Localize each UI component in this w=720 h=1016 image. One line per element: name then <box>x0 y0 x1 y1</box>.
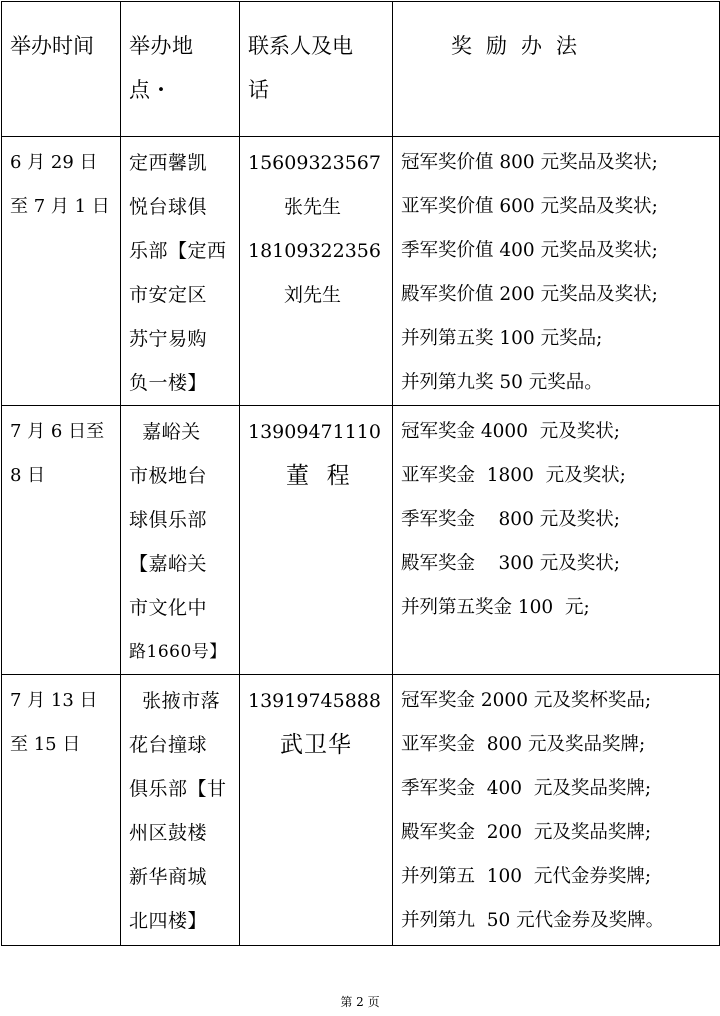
venue-line: 负一楼】 <box>129 372 208 394</box>
time-cell <box>2 137 121 406</box>
reward-line: 亚军奖金 800 元及奖品奖牌; <box>401 734 646 755</box>
time-line: 8 日 <box>10 465 46 486</box>
venue-line: 球俱乐部 <box>129 509 208 531</box>
header-reward: 奖励办法 <box>451 34 591 58</box>
time-cell <box>2 675 121 946</box>
reward-cell <box>393 137 720 406</box>
page-number: 第 2 页 <box>340 995 380 1009</box>
time-cell <box>2 406 121 675</box>
venue-line: 乐部【定西 <box>129 240 227 262</box>
reward-line: 季军奖金 400 元及奖品奖牌; <box>401 778 652 799</box>
venue-line: 市极地台 <box>129 465 208 487</box>
table-row <box>2 675 720 946</box>
venue-line: 【嘉峪关 <box>129 553 208 575</box>
venue-line: 苏宁易购 <box>129 328 208 350</box>
venue-line: 张掖市落 <box>129 690 221 712</box>
header-reward-cell <box>393 2 720 137</box>
contact-name: 张先生 <box>284 196 342 218</box>
reward-line: 并列第九奖 50 元奖品。 <box>401 372 603 393</box>
contact-cell <box>240 406 393 675</box>
reward-line: 冠军奖价值 800 元奖品及奖状; <box>401 152 658 173</box>
header-time-cell <box>2 2 121 137</box>
contact-name: 武卫华 <box>280 732 352 758</box>
reward-line: 亚军奖价值 600 元奖品及奖状; <box>401 196 658 217</box>
contact-cell <box>240 675 393 946</box>
venue-line: 市安定区 <box>129 284 208 306</box>
venue-line: 俱乐部【甘 <box>129 778 227 800</box>
header-row <box>2 2 720 137</box>
venue-line: 定西馨凯 <box>129 152 208 174</box>
reward-line: 亚军奖金 1800 元及奖状; <box>401 465 626 486</box>
contact-phone: 18109322356 <box>248 240 381 262</box>
reward-line: 并列第五奖 100 元奖品; <box>401 328 603 349</box>
venue-line: 路1660号】 <box>129 642 227 662</box>
contact-name: 董 程 <box>286 463 351 489</box>
reward-line: 并列第九 50 元代金券及奖牌。 <box>401 910 665 931</box>
reward-line: 冠军奖金 4000 元及奖状; <box>401 421 620 442</box>
reward-line: 殿军奖价值 200 元奖品及奖状; <box>401 284 658 305</box>
venue-cell <box>121 406 240 675</box>
reward-cell <box>393 675 720 946</box>
contact-phone: 13909471110 <box>248 421 381 443</box>
contact-name: 刘先生 <box>284 284 342 306</box>
reward-line: 并列第五奖金 100 元; <box>401 597 590 618</box>
table-row <box>2 406 720 675</box>
time-line: 至 15 日 <box>10 734 81 755</box>
time-line: 至 7 月 1 日 <box>10 196 110 217</box>
reward-line: 并列第五 100 元代金券奖牌; <box>401 866 652 887</box>
header-venue-cell <box>121 2 240 137</box>
header-contact-cell <box>240 2 393 137</box>
header-venue-line: 举办地 <box>129 34 194 58</box>
venue-cell <box>121 137 240 406</box>
reward-line: 季军奖价值 400 元奖品及奖状; <box>401 240 658 261</box>
table-row <box>2 137 720 406</box>
venue-line: 州区鼓楼 <box>129 822 208 844</box>
reward-cell <box>393 406 720 675</box>
reward-line: 季军奖金 800 元及奖状; <box>401 509 620 530</box>
venue-line: 花台撞球 <box>129 734 208 756</box>
header-contact-line: 话 <box>248 78 269 102</box>
venue-line: 北四楼】 <box>129 910 208 932</box>
header-contact-line: 联系人及电 <box>248 34 353 58</box>
contact-phone: 15609323567 <box>248 152 381 174</box>
reward-line: 殿军奖金 200 元及奖品奖牌; <box>401 822 652 843</box>
venue-line: 新华商城 <box>129 866 208 888</box>
reward-line: 殿军奖金 300 元及奖状; <box>401 553 620 574</box>
schedule-table <box>1 1 720 946</box>
venue-cell <box>121 675 240 946</box>
venue-line: 嘉峪关 <box>129 421 201 443</box>
venue-line: 市文化中 <box>129 597 208 619</box>
time-line: 6 月 29 日 <box>10 152 98 173</box>
contact-cell <box>240 137 393 406</box>
time-line: 7 月 13 日 <box>10 690 98 711</box>
time-line: 7 月 6 日至 <box>10 421 105 442</box>
reward-line: 冠军奖金 2000 元及奖杯奖品; <box>401 690 652 711</box>
header-venue-line: 点・ <box>129 78 172 102</box>
header-time: 举办时间 <box>10 34 94 58</box>
venue-line: 悦台球俱 <box>129 196 208 218</box>
contact-phone: 13919745888 <box>248 690 381 712</box>
